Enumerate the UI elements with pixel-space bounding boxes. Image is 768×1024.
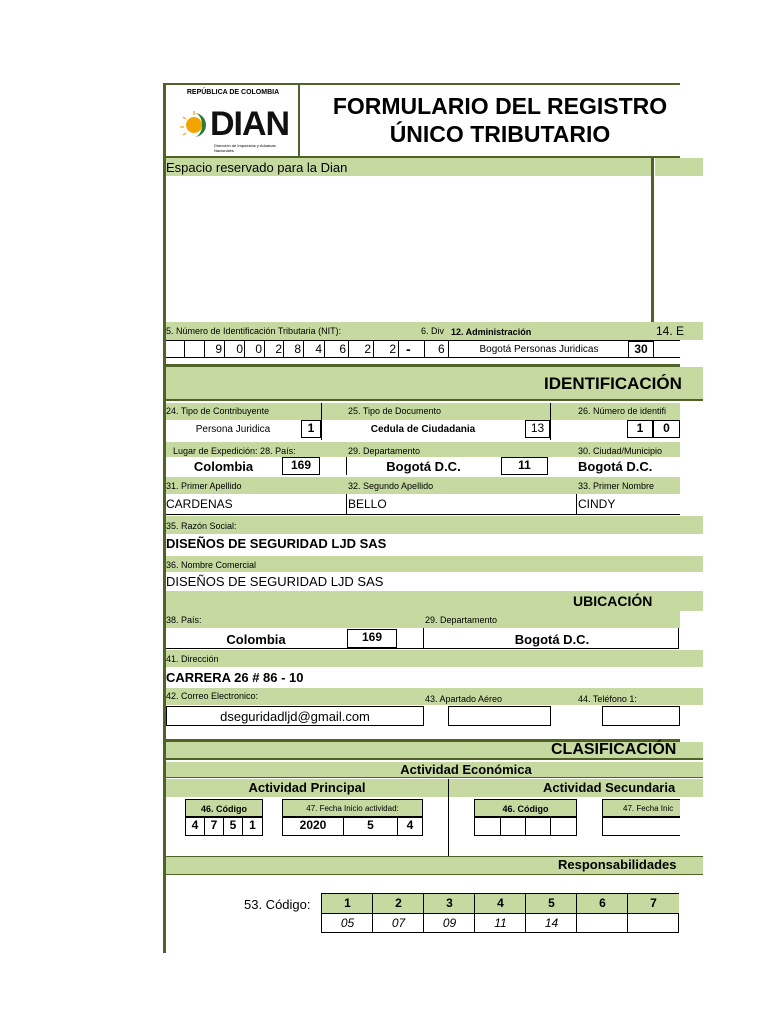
label-29-ubicacion: 29. Departamento bbox=[425, 615, 498, 625]
label-42: 42. Correo Electronico: bbox=[166, 691, 259, 701]
resp-header: 1 bbox=[344, 896, 351, 910]
label-38: 38. País: bbox=[166, 615, 202, 625]
clasificacion-title: CLASIFICACIÓN bbox=[551, 741, 677, 758]
tipo-documento-value: Cedula de Ciudadania bbox=[370, 424, 476, 435]
codigo-sec-box bbox=[474, 817, 501, 836]
label-25: 25. Tipo de Documento bbox=[348, 406, 442, 416]
reserved-right-bar bbox=[655, 158, 703, 176]
identificacion-title: IDENTIFICACIÓN bbox=[544, 374, 682, 393]
actividad-principal-label: Actividad Principal bbox=[248, 780, 366, 795]
id-sep bbox=[576, 494, 577, 515]
resp-header: 6 bbox=[599, 896, 606, 910]
nit-digit: 2 bbox=[389, 342, 396, 356]
actividad-divider bbox=[448, 779, 449, 856]
nit-sep bbox=[448, 341, 449, 358]
num-id-digit: 1 bbox=[627, 420, 653, 438]
resp-header: 4 bbox=[497, 896, 504, 910]
nit-dv: 6 bbox=[438, 342, 445, 356]
nit-digit: 0 bbox=[236, 342, 243, 356]
resp-header: 2 bbox=[395, 896, 402, 910]
label-26: 26. Número de identifi bbox=[578, 406, 667, 416]
resp-header: 7 bbox=[650, 896, 657, 910]
form-title bbox=[300, 92, 700, 148]
label-36: 36. Nombre Comercial bbox=[166, 560, 257, 570]
dian-sun-icon bbox=[178, 103, 208, 143]
label-30: 30. Ciudad/Municipio bbox=[578, 446, 663, 456]
nit-digit: 8 bbox=[294, 342, 301, 356]
depto-value: Bogotá D.C. bbox=[386, 459, 461, 474]
ubicacion-label-bar bbox=[166, 611, 680, 628]
fecha-dia: 4 bbox=[397, 817, 423, 836]
segundo-apellido-value: BELLO bbox=[348, 497, 387, 511]
actividad-economica-label: Actividad Económica bbox=[400, 762, 532, 777]
resp-value: 07 bbox=[391, 916, 406, 930]
ubicacion-pais-code: 169 bbox=[347, 629, 397, 648]
id-sep bbox=[346, 494, 347, 515]
depto-code: 11 bbox=[501, 457, 548, 475]
label-14: 14. E bbox=[656, 324, 685, 338]
admin-code: 30 bbox=[628, 341, 654, 358]
admin-value: Bogotá Personas Juridicas bbox=[479, 344, 599, 355]
resp-value: 05 bbox=[340, 916, 355, 930]
correo-field: dseguridadljd@gmail.com bbox=[166, 706, 424, 726]
label-41: 41. Dirección bbox=[166, 654, 219, 664]
codigo-digit: 4 bbox=[185, 817, 205, 836]
label-32: 32. Segundo Apellido bbox=[348, 481, 434, 491]
id-sep bbox=[321, 403, 322, 440]
nit-label: 5. Número de Identificación Tributaria (NIT): bbox=[166, 326, 342, 336]
nit-digit: 0 bbox=[255, 342, 262, 356]
label-29: 29. Departamento bbox=[348, 446, 421, 456]
resp-header: 5 bbox=[548, 896, 555, 910]
ubicacion-title: UBICACIÓN bbox=[573, 593, 653, 609]
nit-digit: 9 bbox=[215, 342, 222, 356]
ciudad-value: Bogotá D.C. bbox=[578, 459, 653, 474]
reserved-label: Espacio reservado para la Dian bbox=[166, 160, 348, 175]
admin-label: 12. Administración bbox=[451, 327, 532, 337]
codigo-sec-box bbox=[525, 817, 551, 836]
label-47-sec: 47. Fecha Inic bbox=[623, 804, 674, 813]
direccion-value: CARRERA 26 # 86 - 10 bbox=[166, 670, 304, 685]
actividad-secundaria-label: Actividad Secundaria bbox=[543, 780, 676, 795]
razon-social-value: DISEÑOS DE SEGURIDAD LJD SAS bbox=[166, 536, 387, 551]
codigo-sec-box bbox=[500, 817, 526, 836]
id-sep bbox=[550, 403, 551, 440]
fecha-sec-box bbox=[602, 817, 680, 836]
codigo-digit: 7 bbox=[204, 817, 224, 836]
responsabilidades-table bbox=[321, 893, 679, 933]
tipo-contribuyente-code: 1 bbox=[301, 420, 321, 438]
label-46: 46. Código bbox=[200, 804, 247, 814]
label-31: 31. Primer Apellido bbox=[166, 481, 242, 491]
label-46-sec: 46. Código bbox=[502, 804, 549, 814]
primer-apellido-value: CARDENAS bbox=[166, 497, 233, 511]
ubicacion-depto-value: Bogotá D.C. bbox=[514, 632, 590, 647]
label-24: 24. Tipo de Contribuyente bbox=[166, 406, 270, 416]
nit-digit: 2 bbox=[275, 342, 282, 356]
dian-logo-block bbox=[166, 85, 300, 157]
nit-digit: 6 bbox=[339, 342, 346, 356]
num-id-digit: 0 bbox=[653, 420, 680, 438]
dian-logo-text: DIAN bbox=[210, 105, 290, 143]
label-53: 53. Código: bbox=[244, 897, 311, 912]
fecha-anio: 2020 bbox=[282, 817, 344, 836]
nit-digit-ticks bbox=[166, 340, 426, 358]
label-44: 44. Teléfono 1: bbox=[578, 694, 637, 704]
pais-value: Colombia bbox=[193, 459, 254, 474]
resp-value: 14 bbox=[544, 916, 559, 930]
label-expedicion: Lugar de Expedición: 28. País: bbox=[173, 446, 296, 456]
nit-dash: - bbox=[406, 341, 411, 357]
div-label: 6. Div bbox=[421, 326, 445, 336]
apartado-field bbox=[448, 706, 551, 726]
nit-digit: 4 bbox=[315, 342, 322, 356]
dian-logo-subtitle: Dirección de Impuestos y Aduanas Nacionales bbox=[214, 143, 276, 153]
republica-label: REPÚBLICA DE COLOMBIA bbox=[186, 89, 280, 96]
form-title-line2: ÚNICO TRIBUTARIO bbox=[389, 121, 611, 147]
fecha-mes: 5 bbox=[343, 817, 398, 836]
label-33: 33. Primer Nombre bbox=[578, 481, 655, 491]
form-title-line1: FORMULARIO DEL REGISTRO bbox=[332, 93, 668, 119]
primer-nombre-value: CINDY bbox=[578, 497, 616, 511]
tipo-contribuyente-value: Persona Juridica bbox=[195, 424, 271, 435]
responsabilidades-label: Responsabilidades bbox=[558, 857, 677, 872]
label-47: 47. Fecha Inicio actividad: bbox=[306, 804, 399, 813]
direccion-label-bar bbox=[166, 650, 703, 667]
resp-header: 3 bbox=[446, 896, 453, 910]
resp-value: 11 bbox=[494, 916, 507, 930]
pais-code: 169 bbox=[282, 457, 320, 475]
razon-social-label-bar bbox=[166, 516, 703, 534]
nit-digit: 2 bbox=[364, 342, 371, 356]
codigo-digit: 5 bbox=[223, 817, 243, 836]
label-35: 35. Razón Social: bbox=[166, 521, 237, 531]
resp-value: 09 bbox=[442, 916, 457, 930]
tipo-documento-code: 13 bbox=[525, 420, 550, 438]
telefono-field bbox=[602, 706, 680, 726]
codigo-digit: 1 bbox=[242, 817, 263, 836]
label-43: 43. Apartado Aéreo bbox=[425, 694, 503, 704]
nombre-comercial-value: DISEÑOS DE SEGURIDAD LJD SAS bbox=[166, 574, 384, 589]
ubicacion-pais-value: Colombia bbox=[226, 632, 286, 647]
codigo-sec-box bbox=[550, 817, 577, 836]
